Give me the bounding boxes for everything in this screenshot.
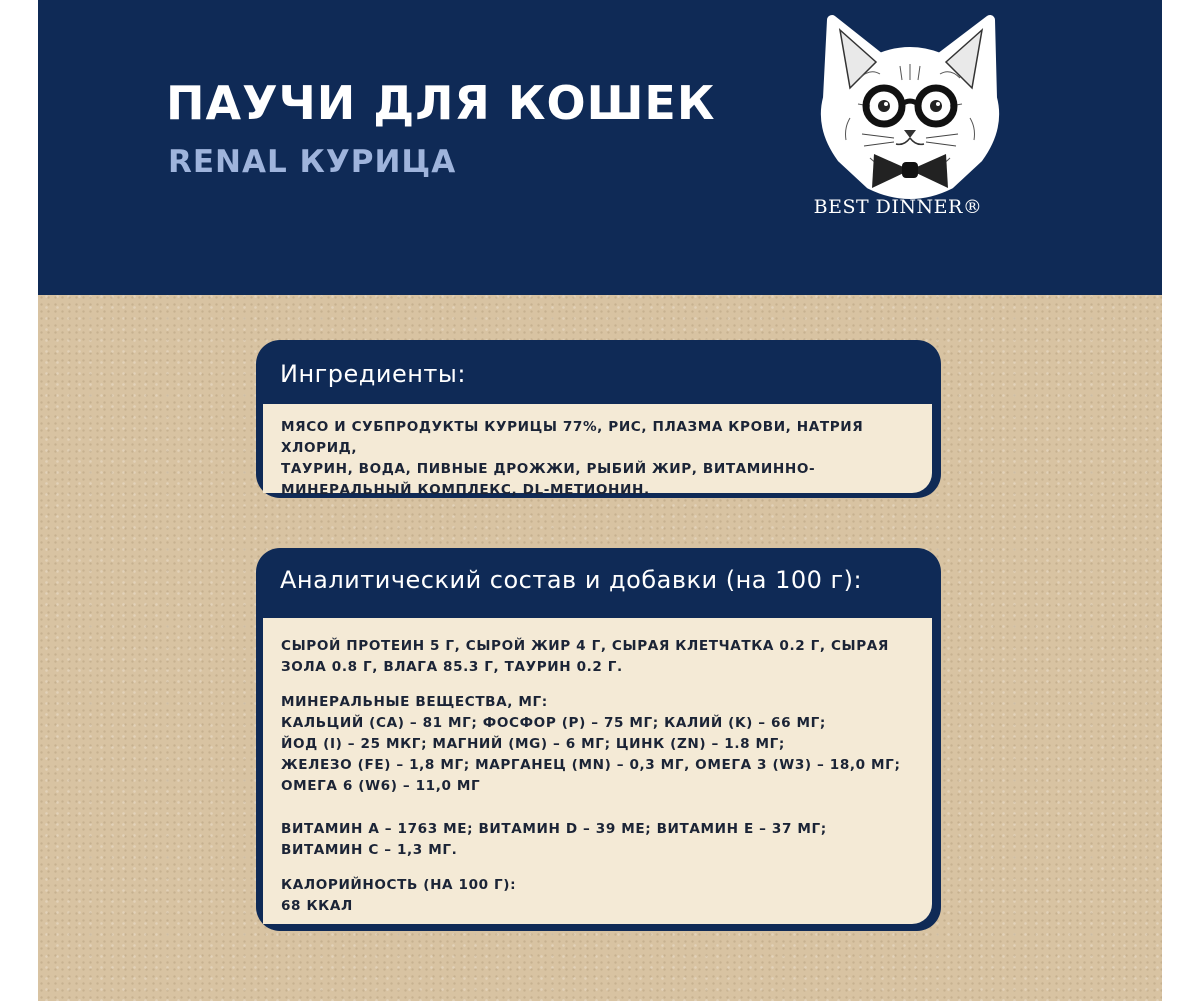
ingredients-card bbox=[256, 340, 941, 498]
composition-line: СЫРОЙ ПРОТЕИН 5 Г, СЫРОЙ ЖИР 4 Г, СЫРАЯ КЛЕТЧАТКА 0.2 Г, СЫРАЯ bbox=[281, 638, 889, 654]
ingredients-body bbox=[263, 404, 932, 498]
header-banner bbox=[38, 0, 1162, 295]
minerals-line: ЙОД (I) – 25 МКГ; МАГНИЙ (MG) – 6 МГ; ЦИНК (ZN) – 1.8 МГ; bbox=[281, 736, 785, 752]
ingredients-line: МИНЕРАЛЬНЫЙ КОМПЛЕКС, DL-МЕТИОНИН. bbox=[281, 482, 650, 498]
page-subtitle: RENAL КУРИЦА bbox=[168, 144, 457, 180]
minerals-line: ОМЕГА 6 (W6) – 11,0 МГ bbox=[281, 778, 481, 794]
composition-line: ЗОЛА 0.8 Г, ВЛАГА 85.3 Г, ТАУРИН 0.2 Г. bbox=[281, 659, 623, 675]
minerals-heading: МИНЕРАЛЬНЫЕ ВЕЩЕСТВА, МГ: bbox=[281, 694, 548, 710]
cat-with-glasses-and-bowtie-icon bbox=[810, 8, 1010, 228]
ingredients-heading: Ингредиенты: bbox=[280, 360, 466, 388]
calories-heading: КАЛОРИЙНОСТЬ (НА 100 Г): bbox=[281, 877, 517, 893]
ingredients-line: МЯСО И СУБПРОДУКТЫ КУРИЦЫ 77%, РИС, ПЛАЗМА КРОВИ, НАТРИЯ ХЛОРИД, bbox=[281, 419, 864, 456]
vitamins-line: ВИТАМИН А – 1763 МЕ; ВИТАМИН D – 39 МЕ; ВИТАМИН Е – 37 МГ; bbox=[281, 821, 827, 837]
ingredients-line: ТАУРИН, ВОДА, ПИВНЫЕ ДРОЖЖИ, РЫБИЙ ЖИР, ВИТАМИННО- bbox=[281, 461, 816, 477]
page-title: ПАУЧИ ДЛЯ КОШЕК bbox=[166, 76, 716, 130]
vitamins-line: ВИТАМИН С – 1,3 МГ. bbox=[281, 842, 458, 858]
brand-name: BEST DINNER® bbox=[813, 196, 983, 218]
analysis-card bbox=[256, 548, 941, 931]
minerals-line: ЖЕЛЕЗО (FE) – 1,8 МГ; МАРГАНЕЦ (MN) – 0,3 МГ, ОМЕГА 3 (W3) – 18,0 МГ; bbox=[281, 757, 901, 773]
minerals-line: КАЛЬЦИЙ (CA) – 81 МГ; ФОСФОР (P) – 75 МГ; КАЛИЙ (K) – 66 МГ; bbox=[281, 715, 826, 731]
analysis-heading: Аналитический состав и добавки (на 100 г): bbox=[280, 566, 863, 594]
analysis-body bbox=[263, 618, 932, 924]
calories-value: 68 ККАЛ bbox=[281, 898, 353, 914]
product-info-page bbox=[38, 0, 1162, 1001]
